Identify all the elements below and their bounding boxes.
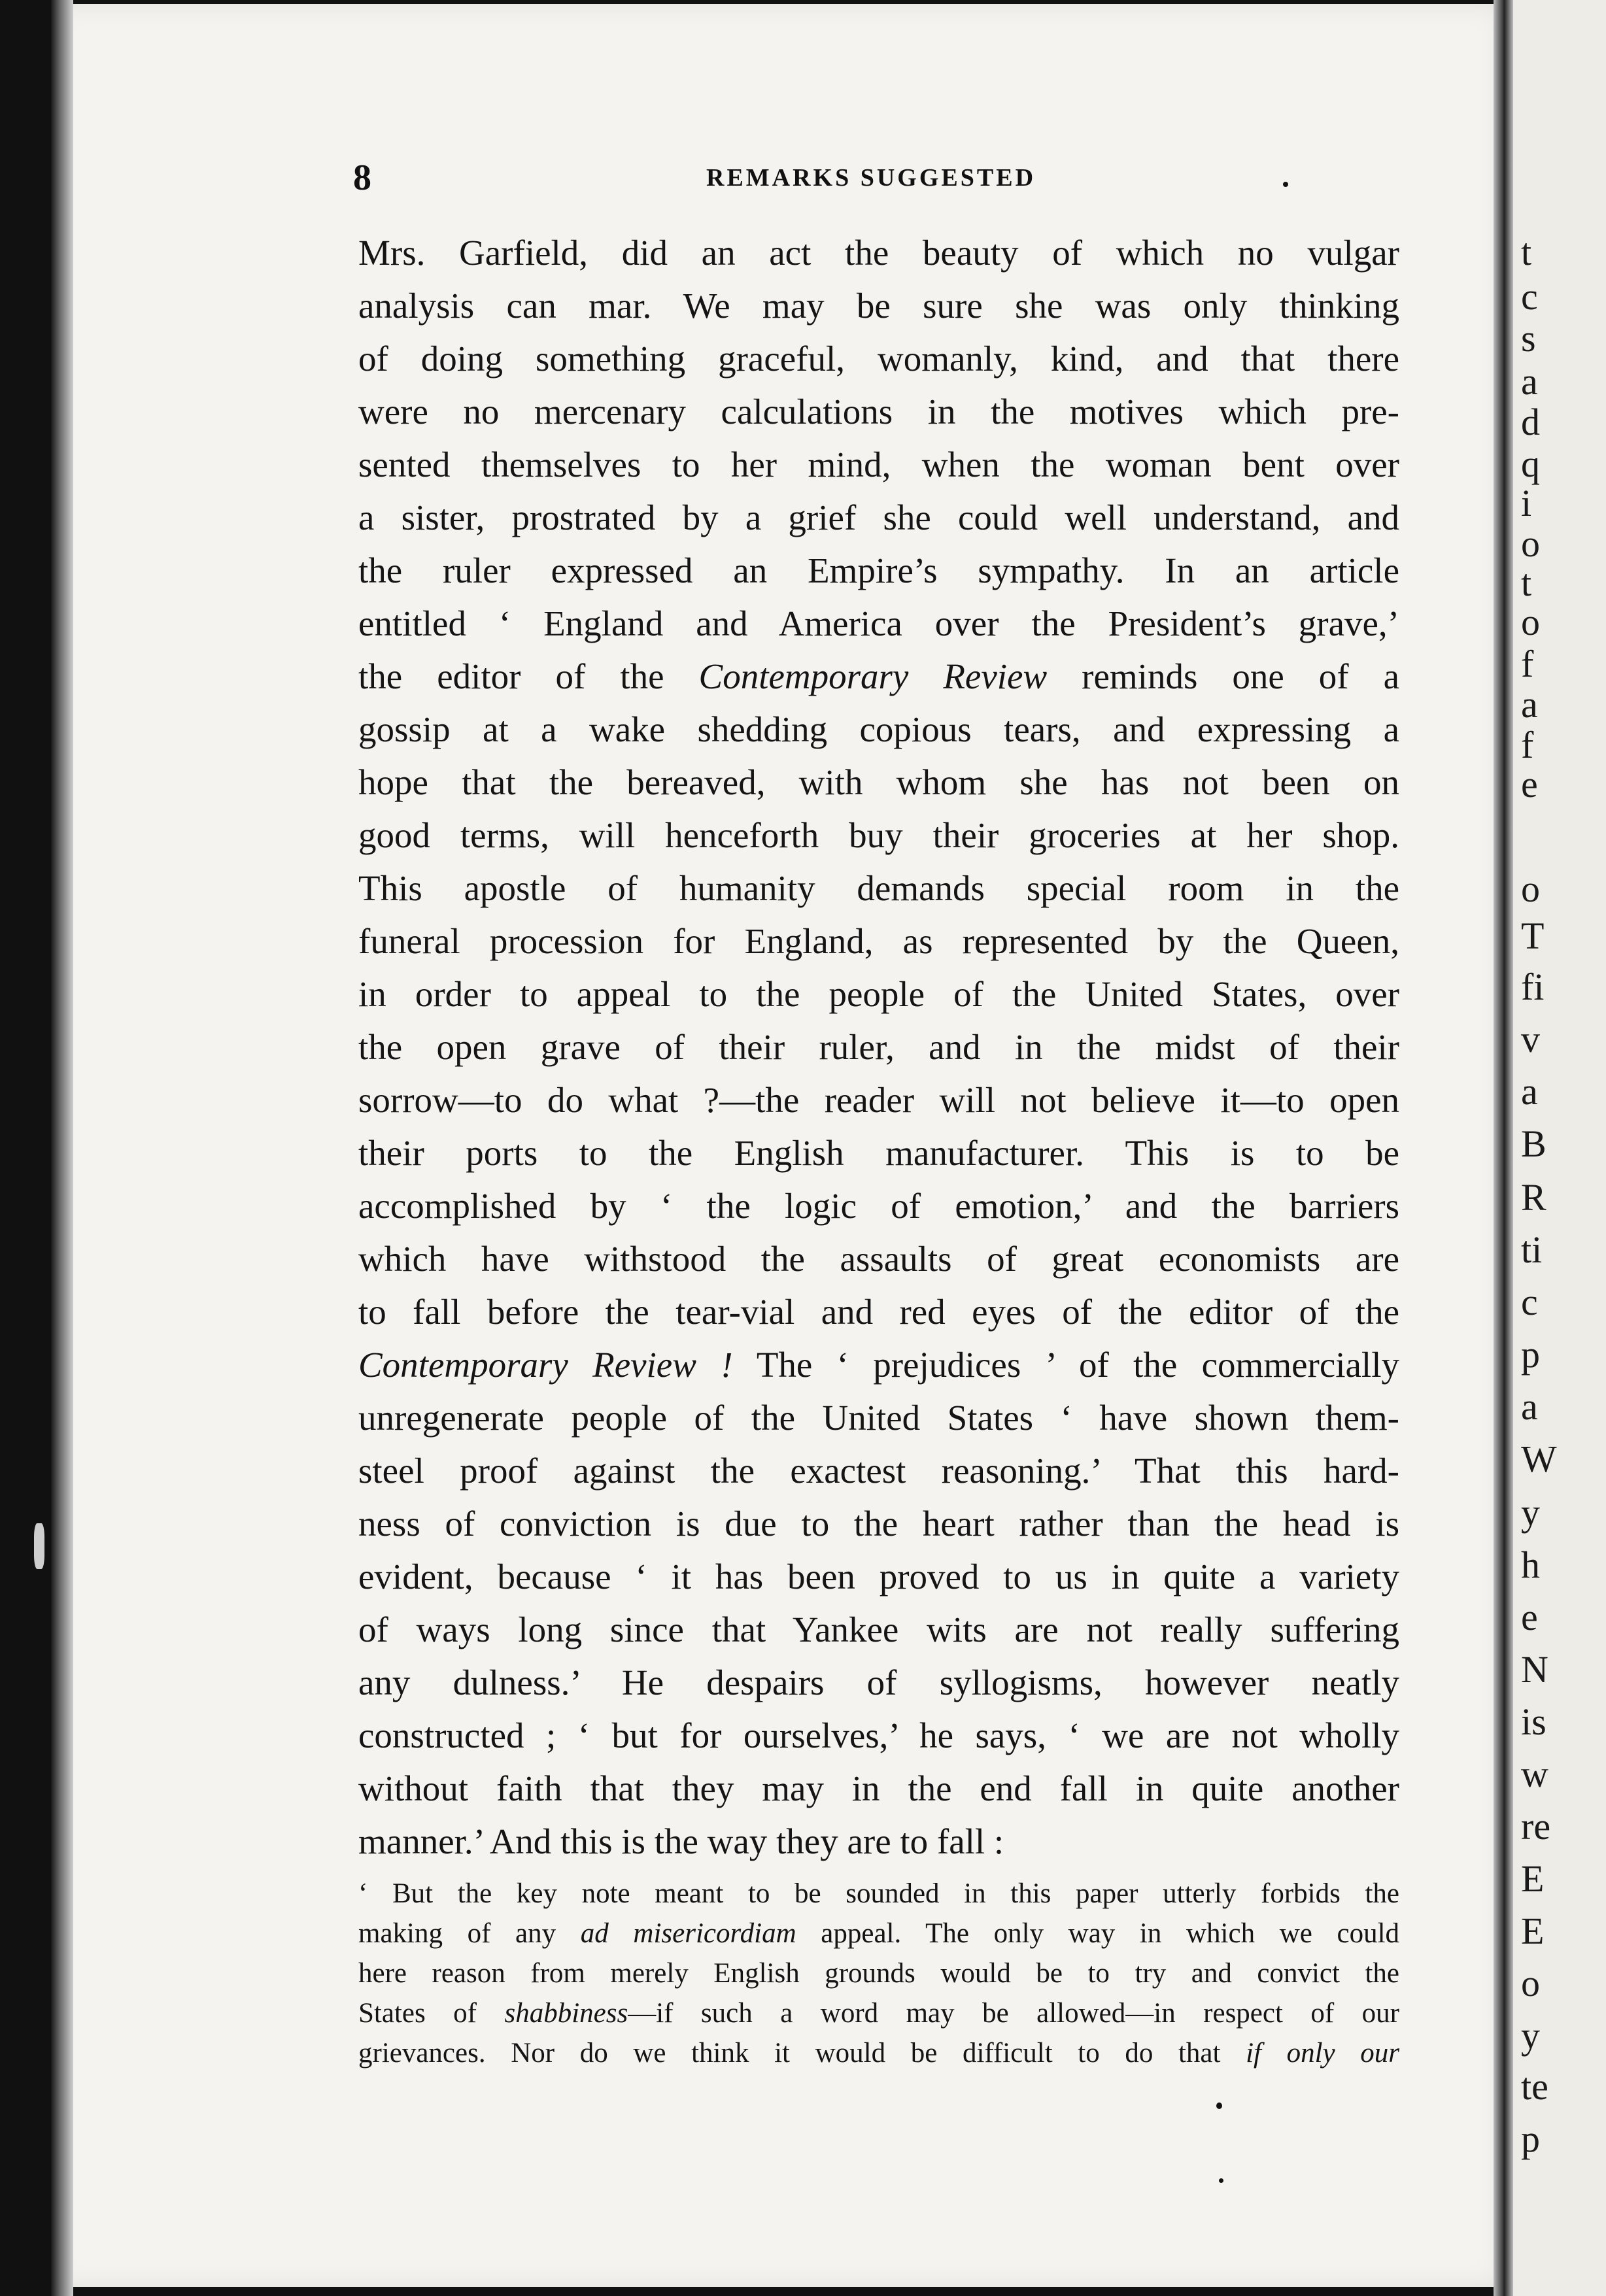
- fragment-glyph: o: [1521, 868, 1540, 910]
- adjacent-page-fragment: [1513, 0, 1606, 2296]
- fragment-glyph: h: [1521, 1544, 1540, 1586]
- footnote: [358, 1874, 1399, 2073]
- fragment-glyph: o: [1521, 601, 1540, 643]
- footnote-line: [358, 1914, 1399, 1953]
- line-segment: making of any: [358, 1918, 556, 1949]
- body-line: good terms, will henceforth buy their groceries at her shop.: [358, 815, 1399, 855]
- line-segment: appeal. The only way in which we could: [821, 1918, 1400, 1949]
- line-segment: States of: [358, 1998, 477, 2029]
- italic-title: Contemporary Review !: [358, 1345, 733, 1385]
- fragment-glyph: f: [1521, 724, 1534, 766]
- fragment-glyph: p: [1521, 1333, 1540, 1376]
- fragment-glyph: s: [1521, 317, 1536, 360]
- fragment-glyph: v: [1521, 1018, 1540, 1060]
- fragment-glyph: ti: [1521, 1228, 1543, 1271]
- scan-artifact: [34, 1523, 44, 1569]
- running-head: REMARKS SUGGESTED: [706, 164, 1036, 192]
- body-line-with-italic: [358, 1338, 1399, 1391]
- italic-phrase: ad misericordiam: [580, 1918, 796, 1949]
- fragment-glyph: e: [1521, 763, 1538, 805]
- page-left-edge: [51, 0, 73, 2296]
- body-line: which have withstood the assaults of great economists are: [358, 1239, 1399, 1279]
- body-line: accomplished by ‘ the logic of emotion,’ and the barriers: [358, 1186, 1399, 1226]
- ink-speck: [1283, 182, 1288, 187]
- fragment-glyph: o: [1521, 522, 1540, 565]
- body-line: evident, because ‘ it has been proved to us in quite a variety: [358, 1557, 1399, 1596]
- body-line: the open grave of their ruler, and in the midst of their: [358, 1027, 1399, 1067]
- fragment-glyph: a: [1521, 360, 1538, 403]
- line-segment: grievances. Nor do we think it would be difficult to do that: [358, 2038, 1221, 2068]
- fragment-glyph: E: [1521, 1857, 1545, 1900]
- page-number: 8: [353, 158, 371, 198]
- body-line: hope that the bereaved, with whom she has not been on: [358, 762, 1399, 802]
- body-line: of ways long since that Yankee wits are not really suffering: [358, 1610, 1399, 1649]
- italic-phrase: shabbiness: [504, 1998, 628, 2029]
- fragment-glyph: te: [1521, 2065, 1548, 2108]
- fragment-glyph: d: [1521, 401, 1540, 443]
- body-line: ness of conviction is due to the heart rather than the head is: [358, 1504, 1399, 1544]
- italic-phrase: if only our: [1246, 2038, 1399, 2068]
- fragment-glyph: f: [1521, 643, 1534, 685]
- body-line: a sister, prostrated by a grief she could well understand, and: [358, 498, 1399, 537]
- body-line: constructed ; ‘ but for ourselves,’ he says, ‘ we are not wholly: [358, 1715, 1399, 1755]
- footnote-line: [358, 1993, 1399, 2033]
- fragment-glyph: fi: [1521, 966, 1545, 1008]
- body-line: in order to appeal to the people of the United States, over: [358, 974, 1399, 1014]
- fragment-glyph: is: [1521, 1700, 1546, 1743]
- line-segment: reminds one of a: [1082, 656, 1399, 696]
- fragment-glyph: R: [1521, 1176, 1546, 1219]
- fragment-glyph: e: [1521, 1596, 1538, 1638]
- fragment-glyph: a: [1521, 683, 1538, 726]
- body-line: analysis can mar. We may be sure she was only thinking: [358, 286, 1399, 326]
- line-segment: The ‘ prejudices ’ of the commercially: [756, 1345, 1399, 1385]
- fragment-glyph: re: [1521, 1805, 1551, 1848]
- fragment-glyph: q: [1521, 443, 1540, 485]
- body-line: entitled ‘ England and America over the President’s grave,’: [358, 603, 1399, 643]
- ink-speck: [1219, 2178, 1223, 2183]
- body-line-with-italic: [358, 650, 1399, 703]
- body-line: of doing something graceful, womanly, kind, and that there: [358, 339, 1399, 379]
- fragment-glyph: y: [1521, 2014, 1540, 2057]
- fragment-glyph: W: [1521, 1438, 1557, 1480]
- fragment-glyph: y: [1521, 1491, 1540, 1534]
- body-line: sorrow—to do what ?—the reader will not believe it—to open: [358, 1080, 1399, 1120]
- page-header: [353, 157, 1399, 203]
- footnote-line: ‘ But the key note meant to be sounded in this paper utterly forbids the: [358, 1878, 1399, 1909]
- fragment-glyph: i: [1521, 482, 1532, 524]
- fragment-glyph: c: [1521, 1281, 1538, 1323]
- fragment-glyph: w: [1521, 1753, 1548, 1795]
- line-segment: —if such a word may be allowed—in respect of our: [628, 1998, 1399, 2029]
- body-line: funeral procession for England, as represented by the Queen,: [358, 921, 1399, 961]
- fragment-glyph: a: [1521, 1070, 1538, 1113]
- body-line: steel proof against the exactest reasoning.’ That this hard-: [358, 1451, 1399, 1491]
- body-line: any dulness.’ He despairs of syllogisms, however neatly: [358, 1663, 1399, 1702]
- fragment-glyph: c: [1521, 275, 1538, 318]
- fragment-glyph: a: [1521, 1385, 1538, 1428]
- body-line: their ports to the English manufacturer. This is to be: [358, 1133, 1399, 1173]
- body-line: were no mercenary calculations in the motives which pre-: [358, 392, 1399, 431]
- body-line: Mrs. Garfield, did an act the beauty of which no vulgar: [358, 233, 1399, 273]
- body-line: gossip at a wake shedding copious tears, and expressing a: [358, 709, 1399, 749]
- body-line: the ruler expressed an Empire’s sympathy. In an article: [358, 550, 1399, 590]
- fragment-glyph: p: [1521, 2118, 1540, 2160]
- ink-speck: [1216, 2102, 1222, 2109]
- fragment-glyph: E: [1521, 1910, 1545, 1952]
- fragment-glyph: t: [1521, 562, 1532, 604]
- fragment-glyph: T: [1521, 915, 1545, 957]
- body-line: manner.’ And this is the way they are to fall :: [358, 1821, 1004, 1861]
- body-line: to fall before the tear-vial and red eyes of the editor of the: [358, 1292, 1399, 1332]
- body-line: This apostle of humanity demands special room in the: [358, 868, 1399, 908]
- body-line: sented themselves to her mind, when the woman bent over: [358, 445, 1399, 484]
- body-line: unregenerate people of the United States ‘ have shown them-: [358, 1398, 1399, 1438]
- footnote-line: [358, 2033, 1399, 2073]
- fragment-glyph: t: [1521, 231, 1532, 273]
- fragment-glyph: N: [1521, 1648, 1548, 1691]
- line-segment: the editor of the: [358, 656, 664, 696]
- fragment-glyph: B: [1521, 1123, 1546, 1165]
- fragment-glyph: o: [1521, 1962, 1540, 2004]
- body-line: without faith that they may in the end fall in quite another: [358, 1768, 1399, 1808]
- body-text: [358, 226, 1399, 1868]
- footnote-line: here reason from merely English grounds would be to try and convict the: [358, 1958, 1399, 1989]
- book-gutter: [1494, 0, 1513, 2296]
- italic-title: Contemporary Review: [698, 656, 1048, 696]
